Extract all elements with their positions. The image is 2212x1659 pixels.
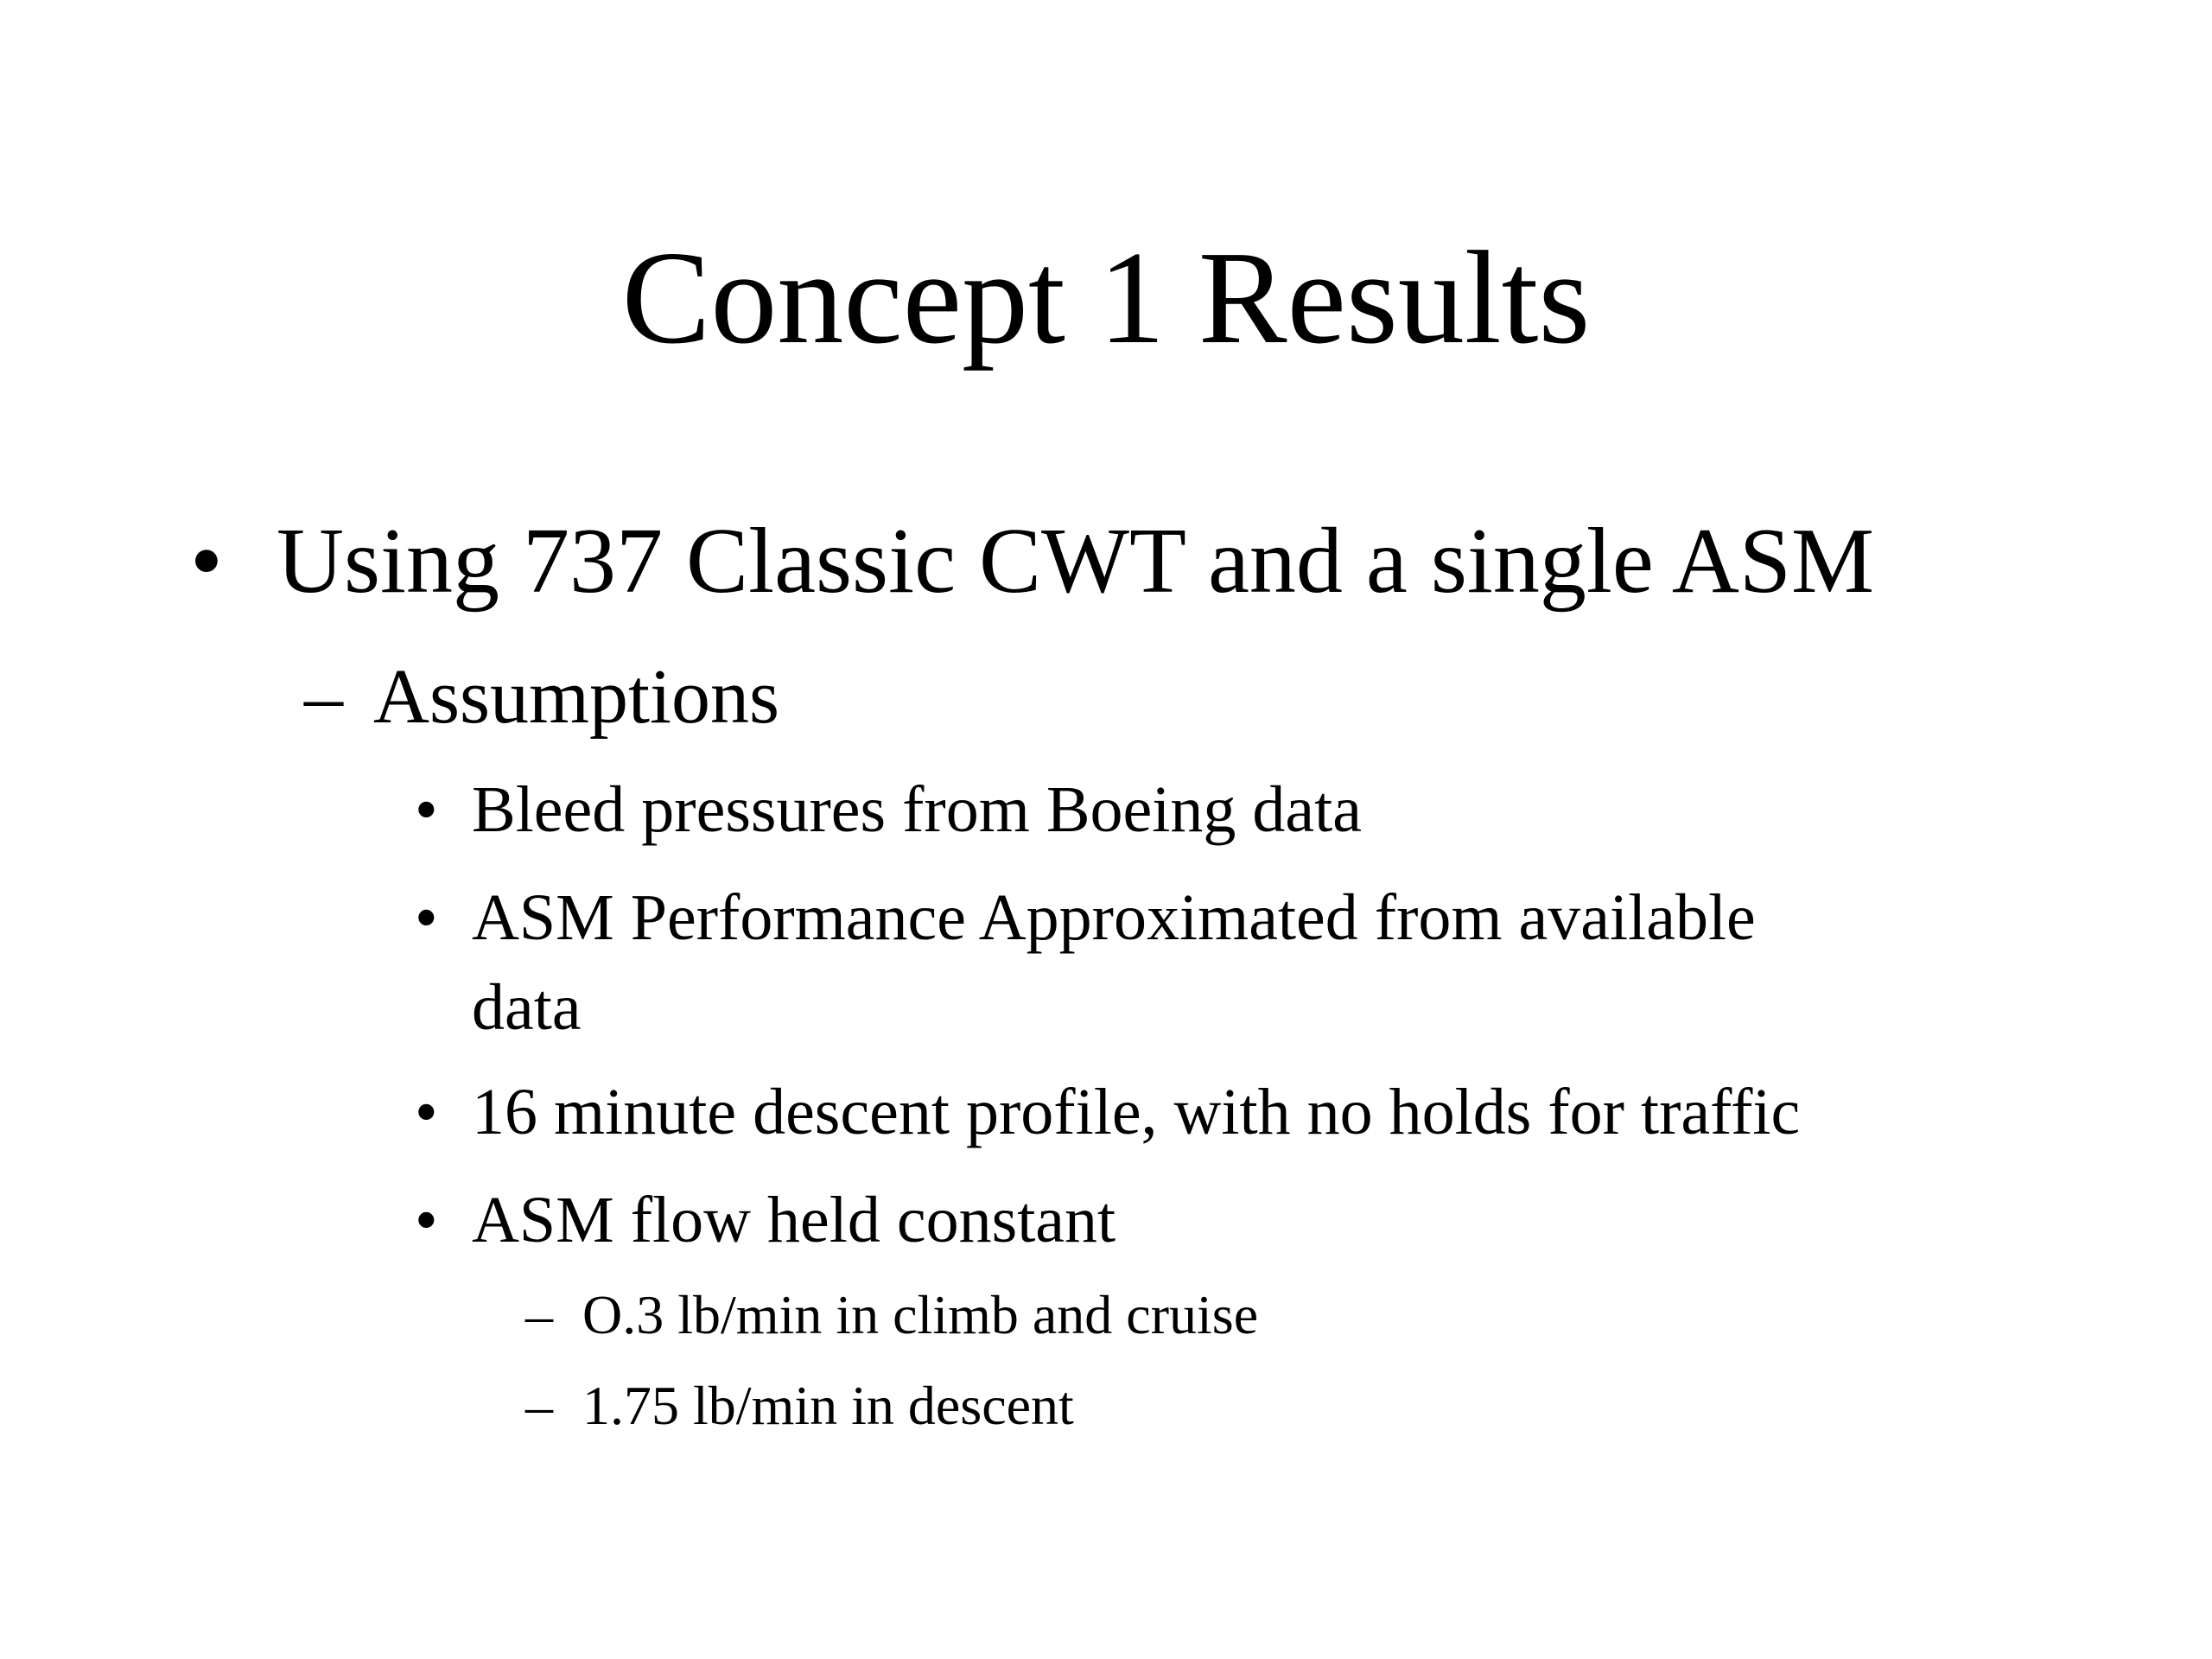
bullet-text-line2: data <box>472 971 582 1044</box>
bullet-marker: • <box>415 1184 438 1256</box>
bullet-marker: • <box>415 773 438 846</box>
bullet-text: Assumptions <box>373 654 780 740</box>
bullet-text: Bleed pressures from Boeing data <box>472 773 1362 846</box>
bullet-text: 16 minute descent profile, with no holds for traffic <box>472 1076 1801 1148</box>
bullet-text: Using 737 Classic CWT and a single ASM <box>276 510 1874 613</box>
bullet-marker: • <box>190 510 223 613</box>
dash-marker: – <box>525 1284 553 1345</box>
dash-marker: – <box>525 1375 553 1436</box>
bullet-marker: • <box>415 1076 438 1148</box>
dash-marker: – <box>304 654 343 740</box>
slide-title: Concept 1 Results <box>621 225 1591 372</box>
bullet-text: O.3 lb/min in climb and cruise <box>582 1284 1259 1345</box>
bullet-marker: • <box>415 881 438 954</box>
bullet-text-line1: ASM Performance Approximated from available <box>472 881 1756 954</box>
bullet-text: ASM flow held constant <box>472 1184 1116 1256</box>
bullet-text: 1.75 lb/min in descent <box>582 1375 1074 1436</box>
